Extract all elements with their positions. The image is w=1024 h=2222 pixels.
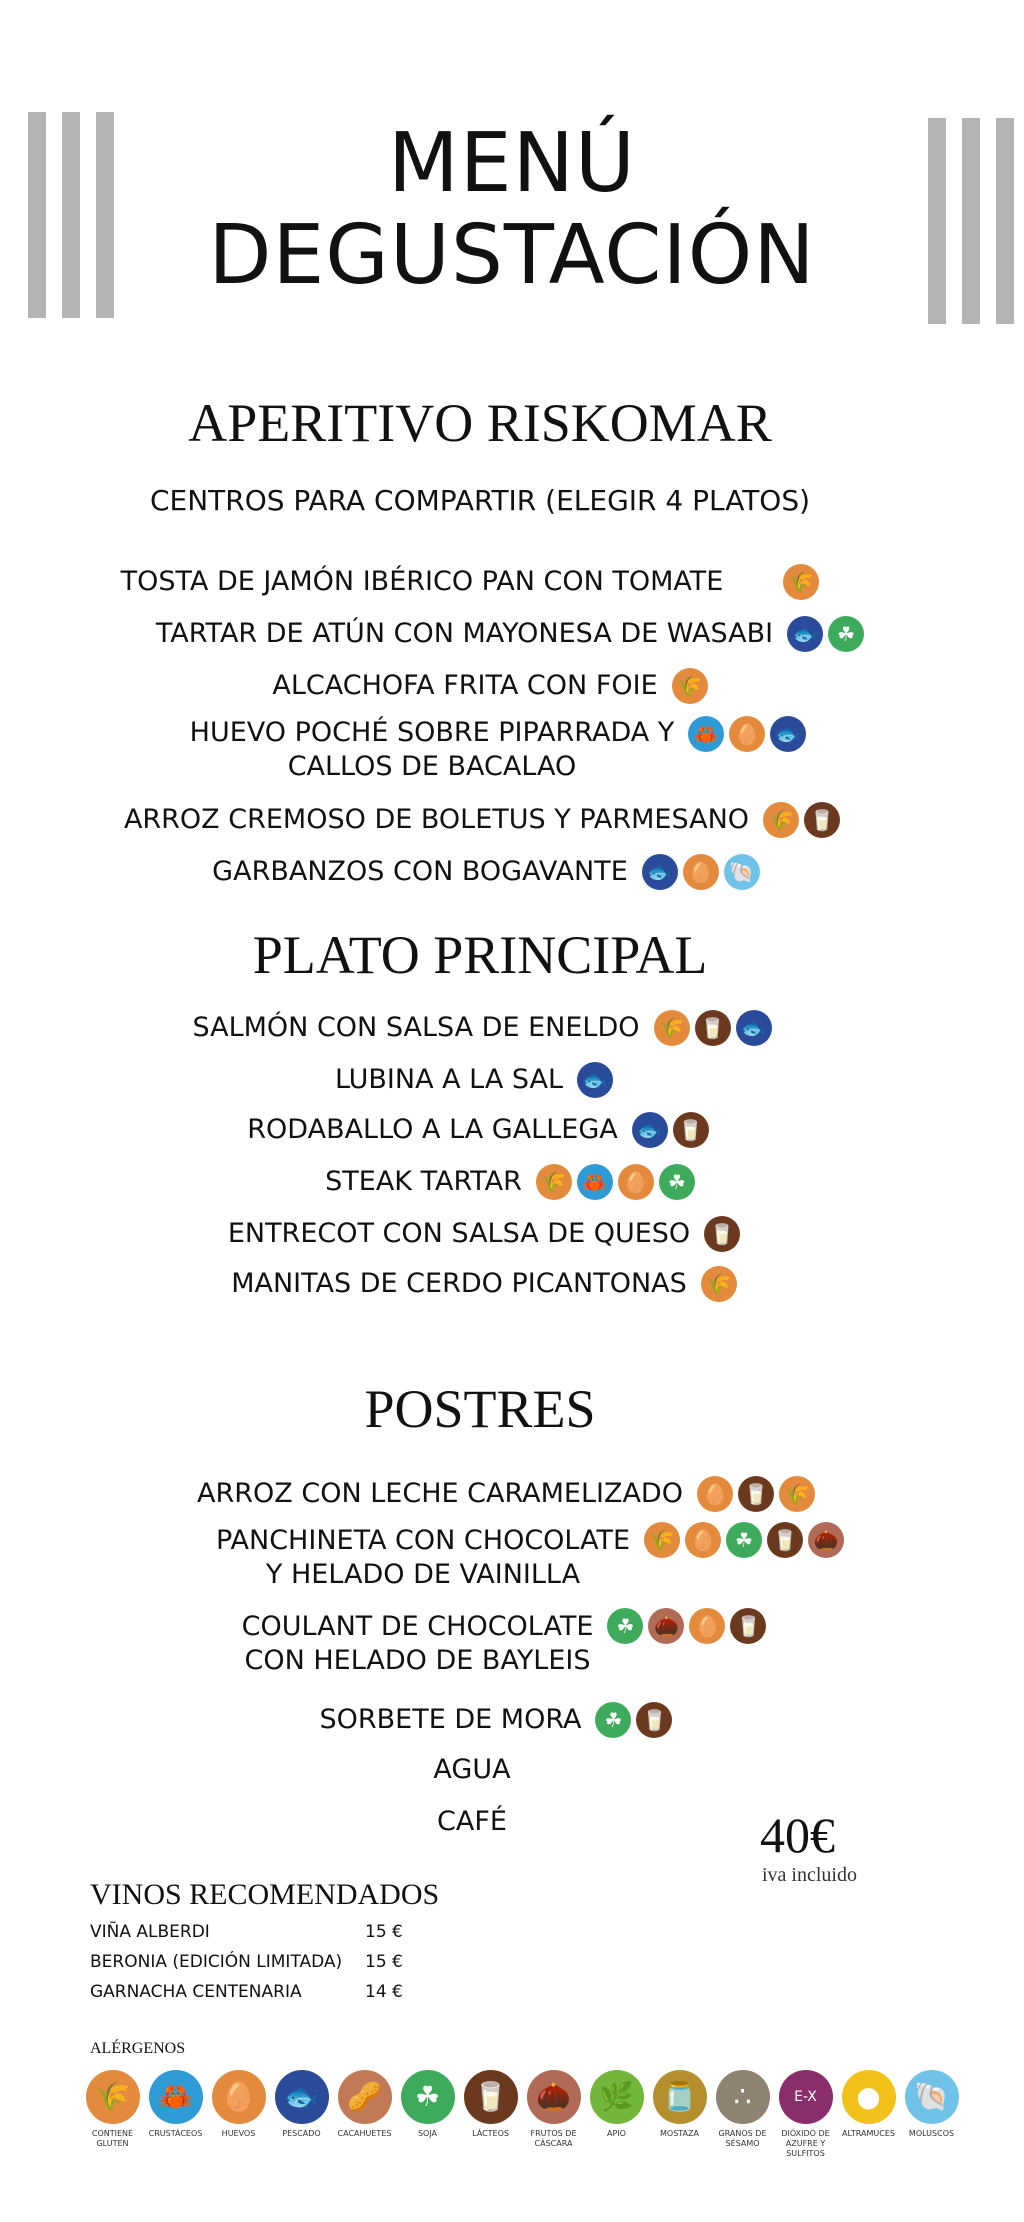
allergen-label: ALTRAMUCES [842,2129,895,2138]
allergen-icons [704,1216,740,1252]
allergen-legend-item [588,2070,645,2159]
wine-row [90,1922,430,1942]
dish-name [216,1524,630,1592]
price-note: iva incluido [762,1864,857,1886]
dish-name: TOSTA DE JAMÓN IBÉRICO PAN CON TOMATE [120,566,724,597]
allergen-icons [607,1608,766,1644]
lacteos-icon: 🥛 [704,1216,740,1252]
cacahuete-icon: 🥜 [338,2070,392,2124]
gluten-icon: 🌾 [672,668,708,704]
extra-cafe: CAFÉ [437,1806,507,1837]
allergen-label: SOJA [417,2129,438,2138]
allergen-icons [697,1476,815,1512]
lacteos-icon: 🥛 [804,802,840,838]
allergen-label: GRANOS DE SÉSAMO [718,2129,767,2148]
crust-icon: 🦀 [688,716,724,752]
allergen-icons [701,1266,737,1302]
allergen-icons [536,1164,695,1200]
aperitivo-subtitle: CENTROS PARA COMPARTIR (ELEGIR 4 PLATOS) [149,484,811,517]
soja-icon: ☘ [726,1522,762,1558]
lacteos-icon: 🥛 [636,1702,672,1738]
lacteos-icon: 🥛 [767,1522,803,1558]
dish-row [0,1604,1016,1684]
crust-icon: 🦀 [577,1164,613,1200]
dish-name: SORBETE DE MORA [319,1704,582,1735]
dish-name-line2: Y HELADO DE VAINILLA [265,1559,581,1590]
allergen-legend-item [399,2070,456,2159]
allergen-icons [763,802,840,838]
huevos-icon: 🥚 [689,1608,725,1644]
lacteos-icon: 🥛 [464,2070,518,2124]
dish-name: TARTAR DE ATÚN CON MAYONESA DE WASABI [155,618,774,649]
soja-icon: ☘ [401,2070,455,2124]
allergen-label: APIO [607,2129,626,2138]
wine-price: 14 € [365,1982,403,2002]
dish-row [0,612,1022,656]
section-title-principal: PLATO PRINCIPAL [252,925,708,985]
soja-icon: ☘ [607,1608,643,1644]
allergen-label: FRUTOS DE CÁSCARA [530,2129,577,2148]
dish-name: ALCACHOFA FRITA CON FOIE [272,670,658,701]
allergen-icons [644,1522,844,1558]
dish-row [0,798,994,842]
dish-name: RODABALLO A LA GALLEGA [247,1114,618,1145]
pescado-icon: 🐟 [787,616,823,652]
lacteos-icon: 🥛 [738,1476,774,1512]
allergen-label: CONTIENE GLUTEN [91,2129,134,2148]
dish-row [0,1058,986,1102]
wine-price: 15 € [365,1952,403,1972]
lacteos-icon: 🥛 [730,1608,766,1644]
altramuz-icon: ● [842,2070,896,2124]
allergen-legend-item [210,2070,267,2159]
allergen-icons [577,1062,613,1098]
dish-name [190,716,675,784]
dish-name: LUBINA A LA SAL [334,1064,564,1095]
allergen-label: DIÓXIDO DE AZUFRE Y SULFITOS [781,2129,830,2158]
allergen-label: CACAHUETES [337,2129,392,2138]
dish-row [0,1262,996,1306]
huevos-icon: 🥚 [685,1522,721,1558]
frutos-icon: 🌰 [808,1522,844,1558]
wine-name: VIÑA ALBERDI [90,1922,210,1942]
allergen-legend-item [273,2070,330,2159]
pescado-icon: 🐟 [770,716,806,752]
gluten-icon: 🌾 [86,2070,140,2124]
allergen-icons [632,1112,709,1148]
dish-name: ARROZ CREMOSO DE BOLETUS Y PARMESANO [123,804,750,835]
allergen-legend-item [525,2070,582,2159]
dish-name-line1: PANCHINETA CON CHOCOLATE [215,1525,631,1556]
crust-icon: 🦀 [149,2070,203,2124]
gluten-icon: 🌾 [783,564,819,600]
huevos-icon: 🥚 [729,716,765,752]
pescado-icon: 🐟 [642,854,678,890]
allergens-title: ALÉRGENOS [90,2040,186,2057]
huevos-icon: 🥚 [683,854,719,890]
allergen-legend-item [336,2070,393,2159]
pescado-icon: 🐟 [632,1112,668,1148]
allergen-icons [688,716,806,752]
dish-row [18,1518,1024,1598]
allergen-label: LÁCTEOS [472,2129,509,2138]
menu-title-line1: MENÚ [388,116,636,211]
allergen-label: HUEVOS [221,2129,256,2138]
allergen-legend-item [147,2070,204,2159]
pescado-icon: 🐟 [577,1062,613,1098]
sulfitos-icon: E-X [779,2070,833,2124]
wine-price: 15 € [365,1922,403,1942]
allergen-icons [672,668,708,704]
gluten-icon: 🌾 [701,1266,737,1302]
dish-name-line1: COULANT DE CHOCOLATE [241,1611,594,1642]
moluscos-icon: 🐚 [905,2070,959,2124]
huevos-icon: 🥚 [212,2070,266,2124]
soja-icon: ☘ [828,616,864,652]
dish-name [242,1610,594,1678]
gluten-icon: 🌾 [779,1476,815,1512]
allergen-legend-item [714,2070,771,2159]
soja-icon: ☘ [595,1702,631,1738]
pescado-icon: 🐟 [736,1010,772,1046]
dish-row [0,664,1002,708]
pescado-icon: 🐟 [275,2070,329,2124]
dish-row [0,1212,996,1256]
dish-name: ENTRECOT CON SALSA DE QUESO [227,1218,691,1249]
dish-row [0,1006,994,1050]
menu-title-line2: DEGUSTACIÓN [208,208,816,303]
dish-name: ARROZ CON LECHE CARAMELIZADO [197,1478,683,1509]
section-title-aperitivo: APERITIVO RISKOMAR [188,393,772,453]
menu-price: 40€ [760,1807,835,1863]
mostaza-icon: 🫙 [653,2070,707,2124]
dish-name-line2: CALLOS DE BACALAO [287,751,577,782]
dish-row [0,850,998,894]
frutos-icon: 🌰 [527,2070,581,2124]
dish-row [0,1160,1022,1204]
allergen-icons [642,854,760,890]
huevos-icon: 🥚 [697,1476,733,1512]
allergen-label: MOLUSCOS [908,2129,955,2138]
dish-name: STEAK TARTAR [325,1166,522,1197]
frutos-icon: 🌰 [648,1608,684,1644]
soja-icon: ☘ [659,1164,695,1200]
dish-row [0,710,1010,790]
dish-row [0,1472,1018,1516]
allergen-label: PESCADO [282,2129,321,2138]
allergen-legend-item [84,2070,141,2159]
dish-row [0,560,982,604]
dish-name-line1: HUEVO POCHÉ SOBRE PIPARRADA Y [189,717,675,748]
wine-row [90,1952,430,1972]
wines-title: VINOS RECOMENDADOS [90,1878,440,1911]
gluten-icon: 🌾 [654,1010,690,1046]
extra-agua: AGUA [433,1754,511,1785]
allergen-icons [654,1010,772,1046]
allergens-legend [84,2070,960,2159]
dish-row [0,1108,990,1152]
allergen-legend-item [777,2070,834,2159]
lacteos-icon: 🥛 [673,1112,709,1148]
menu-title [0,118,1024,302]
allergen-legend-item [840,2070,897,2159]
wine-name: BERONIA (EDICIÓN LIMITADA) [90,1952,343,1972]
lacteos-icon: 🥛 [695,1010,731,1046]
sesamo-icon: ∴ [716,2070,770,2124]
wine-name: GARNACHA CENTENARIA [90,1982,302,2002]
allergen-label: CRUSTÁCEOS [148,2129,203,2138]
allergen-icons [783,564,819,600]
huevos-icon: 🥚 [618,1164,654,1200]
allergen-icons [787,616,864,652]
allergen-icons [595,1702,672,1738]
gluten-icon: 🌾 [536,1164,572,1200]
allergen-legend-item [651,2070,708,2159]
wine-row [90,1982,430,2002]
allergen-label: MOSTAZA [660,2129,699,2138]
apio-icon: 🌿 [590,2070,644,2124]
allergen-legend-item [903,2070,960,2159]
dish-name: GARBANZOS CON BOGAVANTE [212,856,628,887]
section-title-postres: POSTRES [364,1379,596,1439]
gluten-icon: 🌾 [644,1522,680,1558]
dish-name: MANITAS DE CERDO PICANTONAS [231,1268,687,1299]
dish-name: SALMÓN CON SALSA DE ENELDO [192,1012,640,1043]
gluten-icon: 🌾 [763,802,799,838]
dish-row [0,1698,1008,1742]
moluscos-icon: 🐚 [724,854,760,890]
allergen-legend-item [462,2070,519,2159]
dish-name-line2: CON HELADO DE BAYLEIS [244,1645,591,1676]
